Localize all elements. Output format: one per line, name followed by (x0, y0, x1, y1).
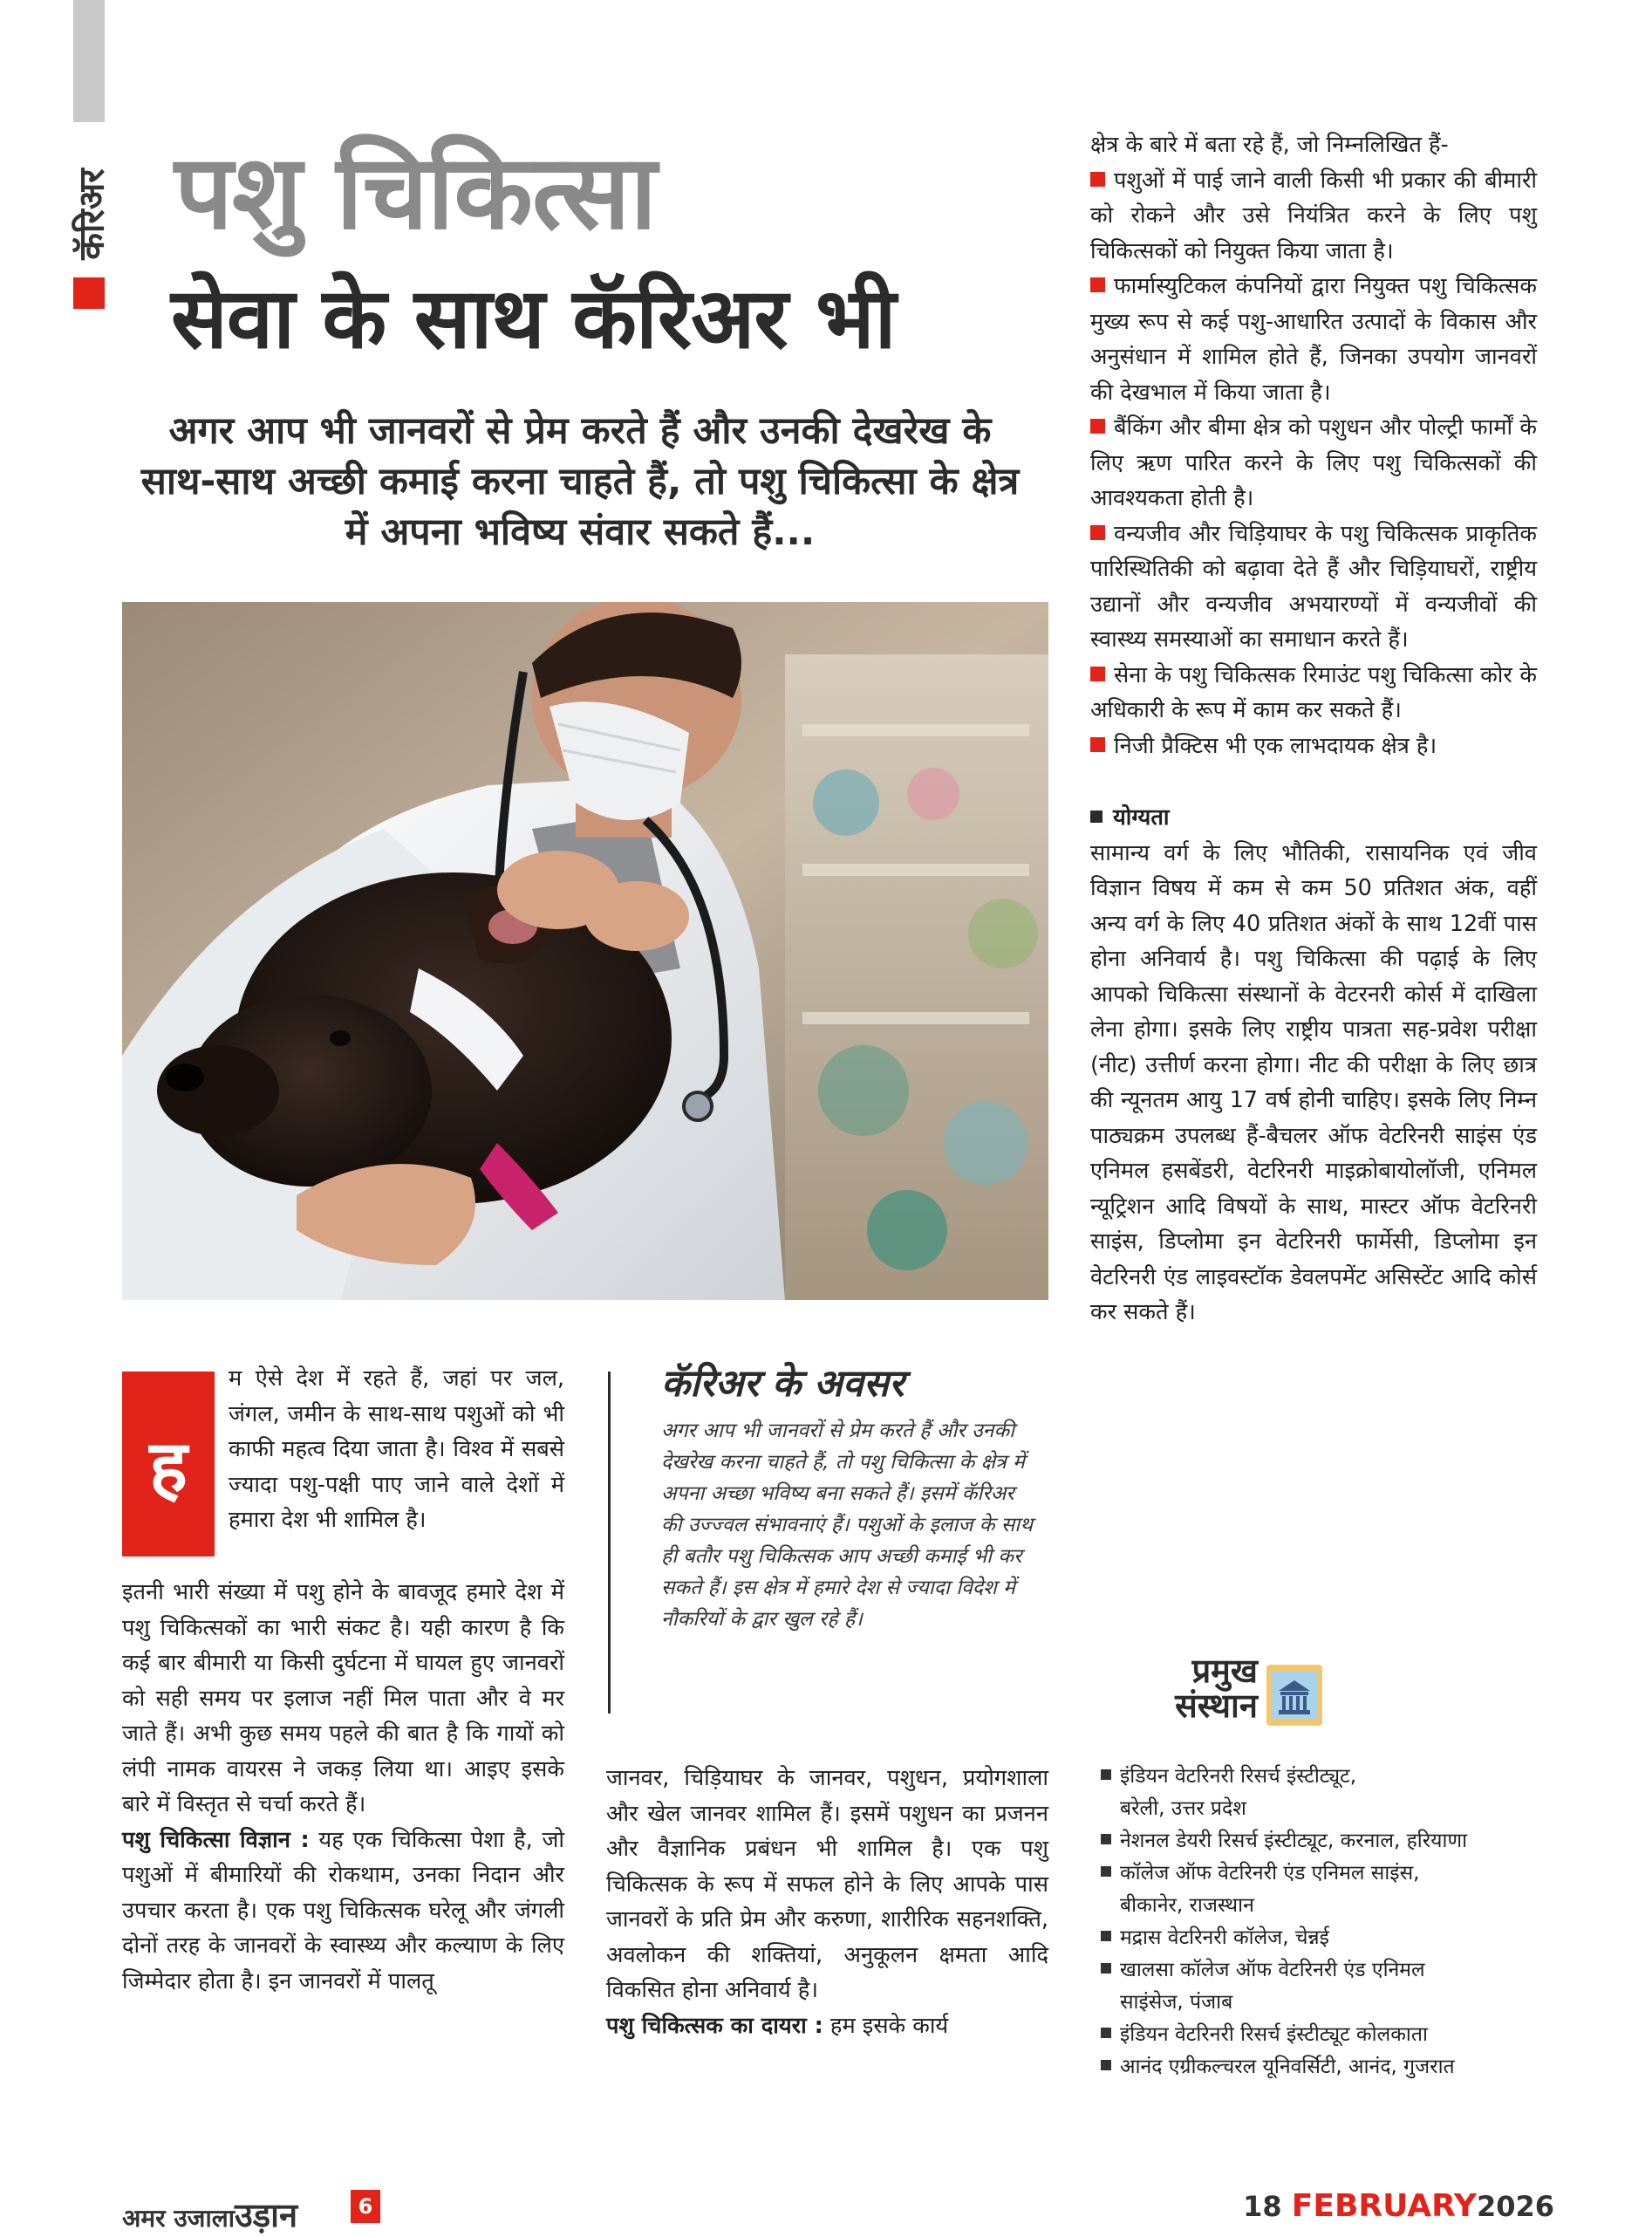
institutes-heading: प्रमुख संस्थान (1175, 1652, 1258, 1725)
list-item-continuation: साइंसेज, पंजाब (1120, 1991, 1233, 2014)
section-tag-marker (73, 277, 105, 309)
publication-logo: अमर उजालाउड़ान (122, 2196, 298, 2234)
institute-building-icon (1266, 1665, 1322, 1726)
scope-intro: क्षेत्र के बारे में बता रहे हैं, जो निम्नलिखित हैं- (1090, 132, 1449, 158)
dropcap: ह (122, 1372, 215, 1556)
column-2-text (606, 1761, 1048, 2043)
scope-bullet: बैंकिंग और बीमा क्षेत्र को पशुधन और पोल्ट्री फार्मों के लिए ऋण पारित करने के लिए पशु चिकित्सकों की आवश्यकता होती है। (1090, 414, 1537, 511)
headline-line-1: पशु चिकित्सा (174, 132, 657, 252)
intro-continuation: इतनी भारी संख्या में पशु होने के बावजूद हमारे देश में पशु चिकित्सकों का भारी संकट है। यही कारण है कि कई बार बीमारी या किसी दुर्घटना में घायल हुए जानवरों को सही समय पर इलाज नहीं मिल पाता और वे मर जाते हैं। अभी कुछ समय पहले की बात है कि गायों को लंपी नामक वायरस ने जकड़ लिया था। आइए इसके बारे में विस्तृत से चर्चा करते हैं। (122, 1579, 564, 1817)
heading-marker (1090, 811, 1102, 823)
intro-paragraph: म ऐसे देश में रहते हैं, जहां पर जल, जंगल, जमीन के साथ-साथ पशुओं को भी काफी महत्व दिया जाता है। विश्व में सबसे ज्यादा पशु-पक्षी पाए जाने वाले देशों में हमारा देश भी शामिल है। (229, 1365, 564, 1533)
bullet-marker (1090, 172, 1105, 187)
institutes-list (1101, 1761, 1554, 2083)
eligibility-heading: योग्यता (1090, 800, 1537, 836)
scope-text: हम इसके कार्य (823, 2012, 949, 2039)
scope-bullet: वन्यजीव और चिड़ियाघर के पशु चिकित्सक प्राकृतिक पारिस्थितिकी को बढ़ावा देते हैं और चिड़ियाघरों, राष्ट्रीय उद्यानों और वन्यजीव अभयारण्यों में वन्यजीवों की स्वास्थ्य समस्याओं का समाधान करते हैं। (1090, 520, 1537, 653)
scope-bullet: निजी प्रैक्टिस भी एक लाभदायक क्षेत्र है। (1090, 729, 1537, 764)
column-3-text (1090, 127, 1537, 1331)
science-text: यह एक चिकित्सा पेशा है, जो पशुओं में बीमारियों की रोकथाम, उनका निदान और उपचार करता है। एक पशु चिकित्सक घरेलू और जंगली दोनों तरह के जानवरों के स्वास्थ्य और कल्याण के लिए जिम्मेदार होता है। इन जानवरों में पालतू (122, 1826, 564, 1994)
column-2-paragraph: जानवर, चिड़ियाघर के जानवर, पशुधन, प्रयोगशाला और खेल जानवर शामिल हैं। इसमें पशुधन का प्रजनन और वैज्ञानिक प्रबंधन भी शामिल है। एक पशु चिकित्सक के रूप में सफल होने के लिए आपके पास जानवरों के प्रति प्रेम और करुणा, शारीरिक सहनशक्ति, अवलोकन की शक्तियां, अनुकूलन क्षमता आदि विकसित होना अनिवार्य है। (606, 1765, 1048, 2003)
bullet-marker (1090, 277, 1105, 292)
bullet-marker (1090, 737, 1105, 752)
list-item: इंडियन वेटरिनरी रिसर्च इंस्टीट्यूट, (1101, 1761, 1554, 1793)
section-tag-bar (73, 0, 105, 122)
eligibility-text: सामान्य वर्ग के लिए भौतिकी, रासायनिक एवं जीव विज्ञान विषय में कम से कम 50 प्रतिशत अंक, वहीं अन्य वर्ग के लिए 40 प्रतिशत अंकों के साथ 12वीं पास होना अनिवार्य है। पशु चिकित्सा की पढ़ाई के लिए आपको चिकित्सा संस्थानों के वेटरनरी कोर्स में दाखिला लेना होगा। इसके लिए राष्ट्रीय पात्रता सह-प्रवेश परीक्षा (नीट) उत्तीर्ण करना होगा। नीट की परीक्षा के लिए छात्र की न्यूनतम आयु 17 वर्ष होनी चाहिए। इसके लिए निम्न पाठ्यक्रम उपलब्ध हैं-बैचलर ऑफ वेटरिनरी साइंस एंड एनिमल हसबेंडरी, वेटरिनरी माइक्रोबायोलॉजी, एनिमल न्यूट्रिशन आदि विषयों के साथ, मास्टर ऑफ वेटरिनरी साइंस, डिप्लोमा इन वेटरिनरी फार्मेसी, डिप्लोमा इन वेटरिनरी एंड लाइवस्टॉक डेवलपमेंट असिस्टेंट आदि कोर्स कर सकते हैं। (1090, 839, 1537, 1325)
scope-bullet: सेना के पशु चिकित्सक रिमाउंट पशु चिकित्सा कोर के अधिकारी के रूप में काम कर सकते हैं। (1090, 661, 1537, 723)
issue-date: 18 FEBRUARY2026 (1243, 2188, 1554, 2224)
list-item: कॉलेज ऑफ वेटरिनरी एंड एनिमल साइंस, (1101, 1857, 1554, 1890)
bullet-marker (1090, 419, 1105, 434)
column-1-text (122, 1575, 564, 1999)
bullet-marker (1090, 667, 1105, 681)
scope-bullet: फार्मास्युटिकल कंपनियों द्वारा नियुक्त पशु चिकित्सक मुख्य रूप से कई पशु-आधारित उत्पादों के विकास और अनुसंधान में शामिल होते हैं, जिनका उपयोग जानवरों की देखभाल में किया जाता है। (1090, 273, 1537, 406)
standfirst: अगर आप भी जानवरों से प्रेम करते हैं और उनकी देखरेख के साथ-साथ अच्छी कमाई करना चाहते हैं, तो पशु चिकित्सा के क्षेत्र में अपना भविष्य संवार सकते हैं... (140, 409, 1020, 554)
science-paragraph (122, 1823, 564, 2000)
headline-line-2: सेवा के साथ कॅरिअर भी (171, 270, 896, 367)
page-number: 6 (351, 2190, 380, 2223)
scope-paragraph (606, 2008, 1048, 2044)
list-item-continuation: बरेली, उत्तर प्रदेश (1120, 1797, 1246, 1820)
list-item-continuation: बीकानेर, राजस्थान (1120, 1894, 1254, 1917)
career-box-text: अगर आप भी जानवरों से प्रेम करते हैं और उनकी देखरेख करना चाहते हैं, तो पशु चिकित्सा के क्षेत्र में अपना अच्छा भविष्य बना सकते हैं। इसमें कॅरिअर की उज्ज्वल संभावनाएं हैं। पशुओं के इलाज के साथ ही बतौर पशु चिकित्सक आप अच्छी कमाई भी कर सकते हैं। इस क्षेत्र में हमारे देश से ज्यादा विदेश में नौकरियों के द्वार खुल रहे हैं। (661, 1420, 1033, 1631)
scope-bullet: पशुओं में पाई जाने वाली किसी भी प्रकार की बीमारी को रोकने और उसे नियंत्रित करने के लिए पशु चिकित्सकों को नियुक्त किया जाता है। (1090, 167, 1537, 264)
veterinarian-dog-illustration (122, 602, 1048, 1300)
list-item: खालसा कॉलेज ऑफ वेटरिनरी एंड एनिमल (1101, 1954, 1554, 1987)
list-item: नेशनल डेयरी रिसर्च इंस्टीट्यूट, करनाल, हरियाणा (1101, 1825, 1554, 1857)
section-tag: कॅरिअर (72, 168, 113, 260)
bullet-marker (1090, 525, 1105, 540)
scope-label: पशु चिकित्सक का दायरा : (606, 2012, 823, 2039)
science-label: पशु चिकित्सा विज्ञान : (122, 1826, 310, 1853)
career-box-divider (608, 1372, 611, 1714)
career-box-title: कॅरिअर के अवसर (661, 1362, 905, 1406)
list-item: आनंद एग्रीकल्चरल यूनिवर्सिटी, आनंद, गुजरात (1101, 2051, 1554, 2083)
list-item: मद्रास वेटरिनरी कॉलेज, चेन्नई (1101, 1922, 1554, 1954)
article-photo (122, 602, 1048, 1300)
list-item: इंडियन वेटरिनरी रिसर्च इंस्टीट्यूट कोलकाता (1101, 2019, 1554, 2051)
